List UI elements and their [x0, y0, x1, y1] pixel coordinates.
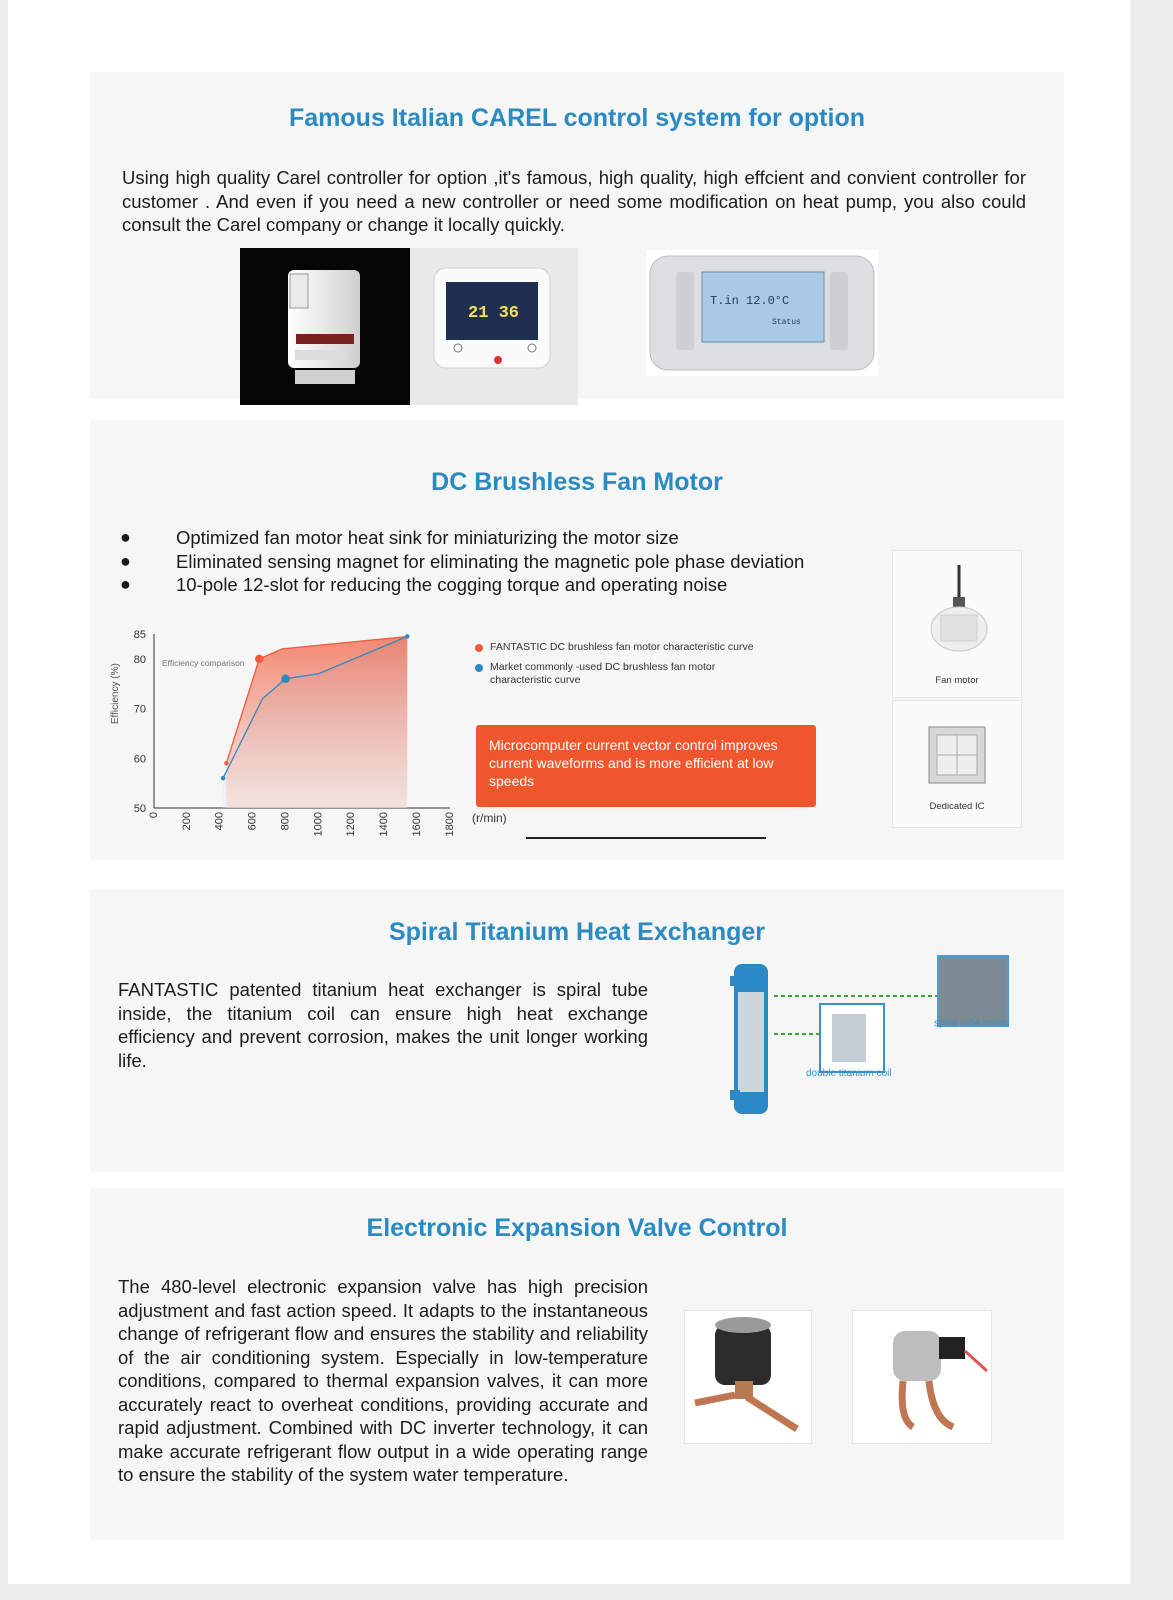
coil-caption: double titanium coil	[806, 1068, 892, 1079]
y-tick-label: 70	[133, 703, 146, 716]
x-tick-label: 600	[246, 812, 259, 831]
panel-display-line1: T.in 12.0°C	[710, 294, 790, 308]
valve-description: The 480-level electronic expansion valve has high precision adjustment and fast action speed. It adapts to the instantaneous change of refrigerant flow and ensures the stability and reliability of the air conditioning system. Especially in low-temperature conditions, compared to thermal expansion valves, it can more accurately react to overheat conditions, providing accurate and rapid adjustment. Combined with DC inverter technology, it can make accurate refrigerant flow output in a wide operating range to ensure the stability of the system water temperature.	[118, 1276, 648, 1485]
spiral-caption: spiral tube inside	[934, 1018, 1010, 1029]
list-item	[120, 550, 804, 574]
fan-feature-list	[120, 526, 804, 597]
fan-motor-card	[892, 550, 1022, 698]
chip-icon	[893, 701, 1021, 801]
titanium-title: Spiral Titanium Heat Exchanger	[388, 918, 766, 946]
y-tick-label: 85	[133, 629, 146, 641]
data-point-marker	[255, 655, 263, 663]
heat-exchanger-diagram	[716, 930, 1026, 1130]
y-tick-label: 50	[133, 803, 146, 815]
list-item	[120, 573, 804, 597]
fan-motor-icon	[893, 551, 1021, 671]
efficiency-chart	[110, 628, 507, 858]
x-tick-label: 1600	[411, 812, 424, 837]
x-tick-label: 1400	[378, 812, 391, 837]
bullet-text: 10-pole 12-slot for reducing the cogging torque and operating noise	[176, 574, 728, 595]
x-tick-label: 1200	[345, 812, 358, 837]
series-endpoint	[405, 634, 409, 638]
dedicated-ic-card	[892, 700, 1022, 828]
chart-title: Efficiency comparison	[162, 658, 245, 668]
list-item	[120, 526, 804, 550]
y-axis-label: Efficiency (%)	[110, 663, 121, 725]
carel-thermostat-photo	[410, 248, 578, 405]
valve-section	[90, 1188, 1064, 1540]
document-page	[8, 0, 1130, 1584]
y-tick-label: 80	[133, 653, 146, 666]
carel-description: Using high quality Carel controller for option ,it's famous, high quality, high effcient and convient controller for customer . And even if you need a new controller or need some modification on heat pump, you also could consult the Carel company or change it locally quickly.	[122, 167, 1026, 235]
y-tick-label: 60	[133, 753, 146, 766]
fan-motor-section	[90, 420, 1064, 860]
panel-display-line2: Status	[772, 318, 801, 327]
x-tick-label: 200	[180, 812, 193, 831]
titanium-description: FANTASTIC patented titanium heat exchanger is spiral tube inside, the titanium coil can ensure high heat exchange efficiency and prevent corrosion, makes the unit longer working life.	[118, 979, 648, 1071]
series-endpoint	[221, 776, 225, 780]
x-tick-label: 1000	[312, 812, 325, 837]
valve-photo-1	[684, 1310, 812, 1444]
legend-dot-fantastic	[475, 644, 483, 652]
bullet-text: Optimized fan motor heat sink for miniaturizing the motor size	[176, 527, 679, 548]
valve-photo-2	[852, 1310, 992, 1444]
bullet-dot: ●	[120, 527, 131, 547]
bullet-dot: ●	[120, 574, 131, 594]
x-axis-label: (r/min)	[472, 811, 507, 825]
vector-control-callout: Microcomputer current vector control improves current waveforms and is more efficient at low speeds	[476, 725, 816, 807]
legend-market: Market commonly -used DC brushless fan motor characteristic curve	[490, 661, 716, 686]
x-tick-label: 800	[279, 812, 292, 831]
bullet-text: Eliminated sensing magnet for eliminating the magnetic pole phase deviation	[176, 550, 805, 572]
titanium-section	[90, 890, 1064, 1172]
fan-motor-title: DC Brushless Fan Motor	[431, 468, 723, 496]
data-point-marker	[281, 675, 289, 683]
dedicated-ic-caption: Dedicated IC	[929, 801, 985, 812]
carel-title: Famous Italian CAREL control system for option	[289, 104, 865, 132]
x-tick-label: 400	[213, 812, 226, 831]
legend-dot-market	[475, 664, 483, 672]
carel-section	[90, 72, 1064, 398]
bullet-dot: ●	[120, 550, 131, 571]
x-tick-label: 1800	[443, 812, 456, 837]
carel-panel-photo	[646, 250, 878, 376]
thermostat-display: 21 36	[468, 304, 520, 323]
fan-motor-caption: Fan motor	[935, 675, 979, 686]
callout-underline	[526, 837, 766, 839]
series-endpoint	[224, 761, 228, 765]
legend-fantastic: FANTASTIC DC brushless fan motor characteristic curve	[490, 641, 754, 653]
carel-controller-photo	[240, 248, 410, 405]
x-tick-label: 0	[147, 812, 160, 819]
series-area-0	[226, 636, 407, 808]
valve-title: Electronic Expansion Valve Control	[366, 1214, 788, 1242]
